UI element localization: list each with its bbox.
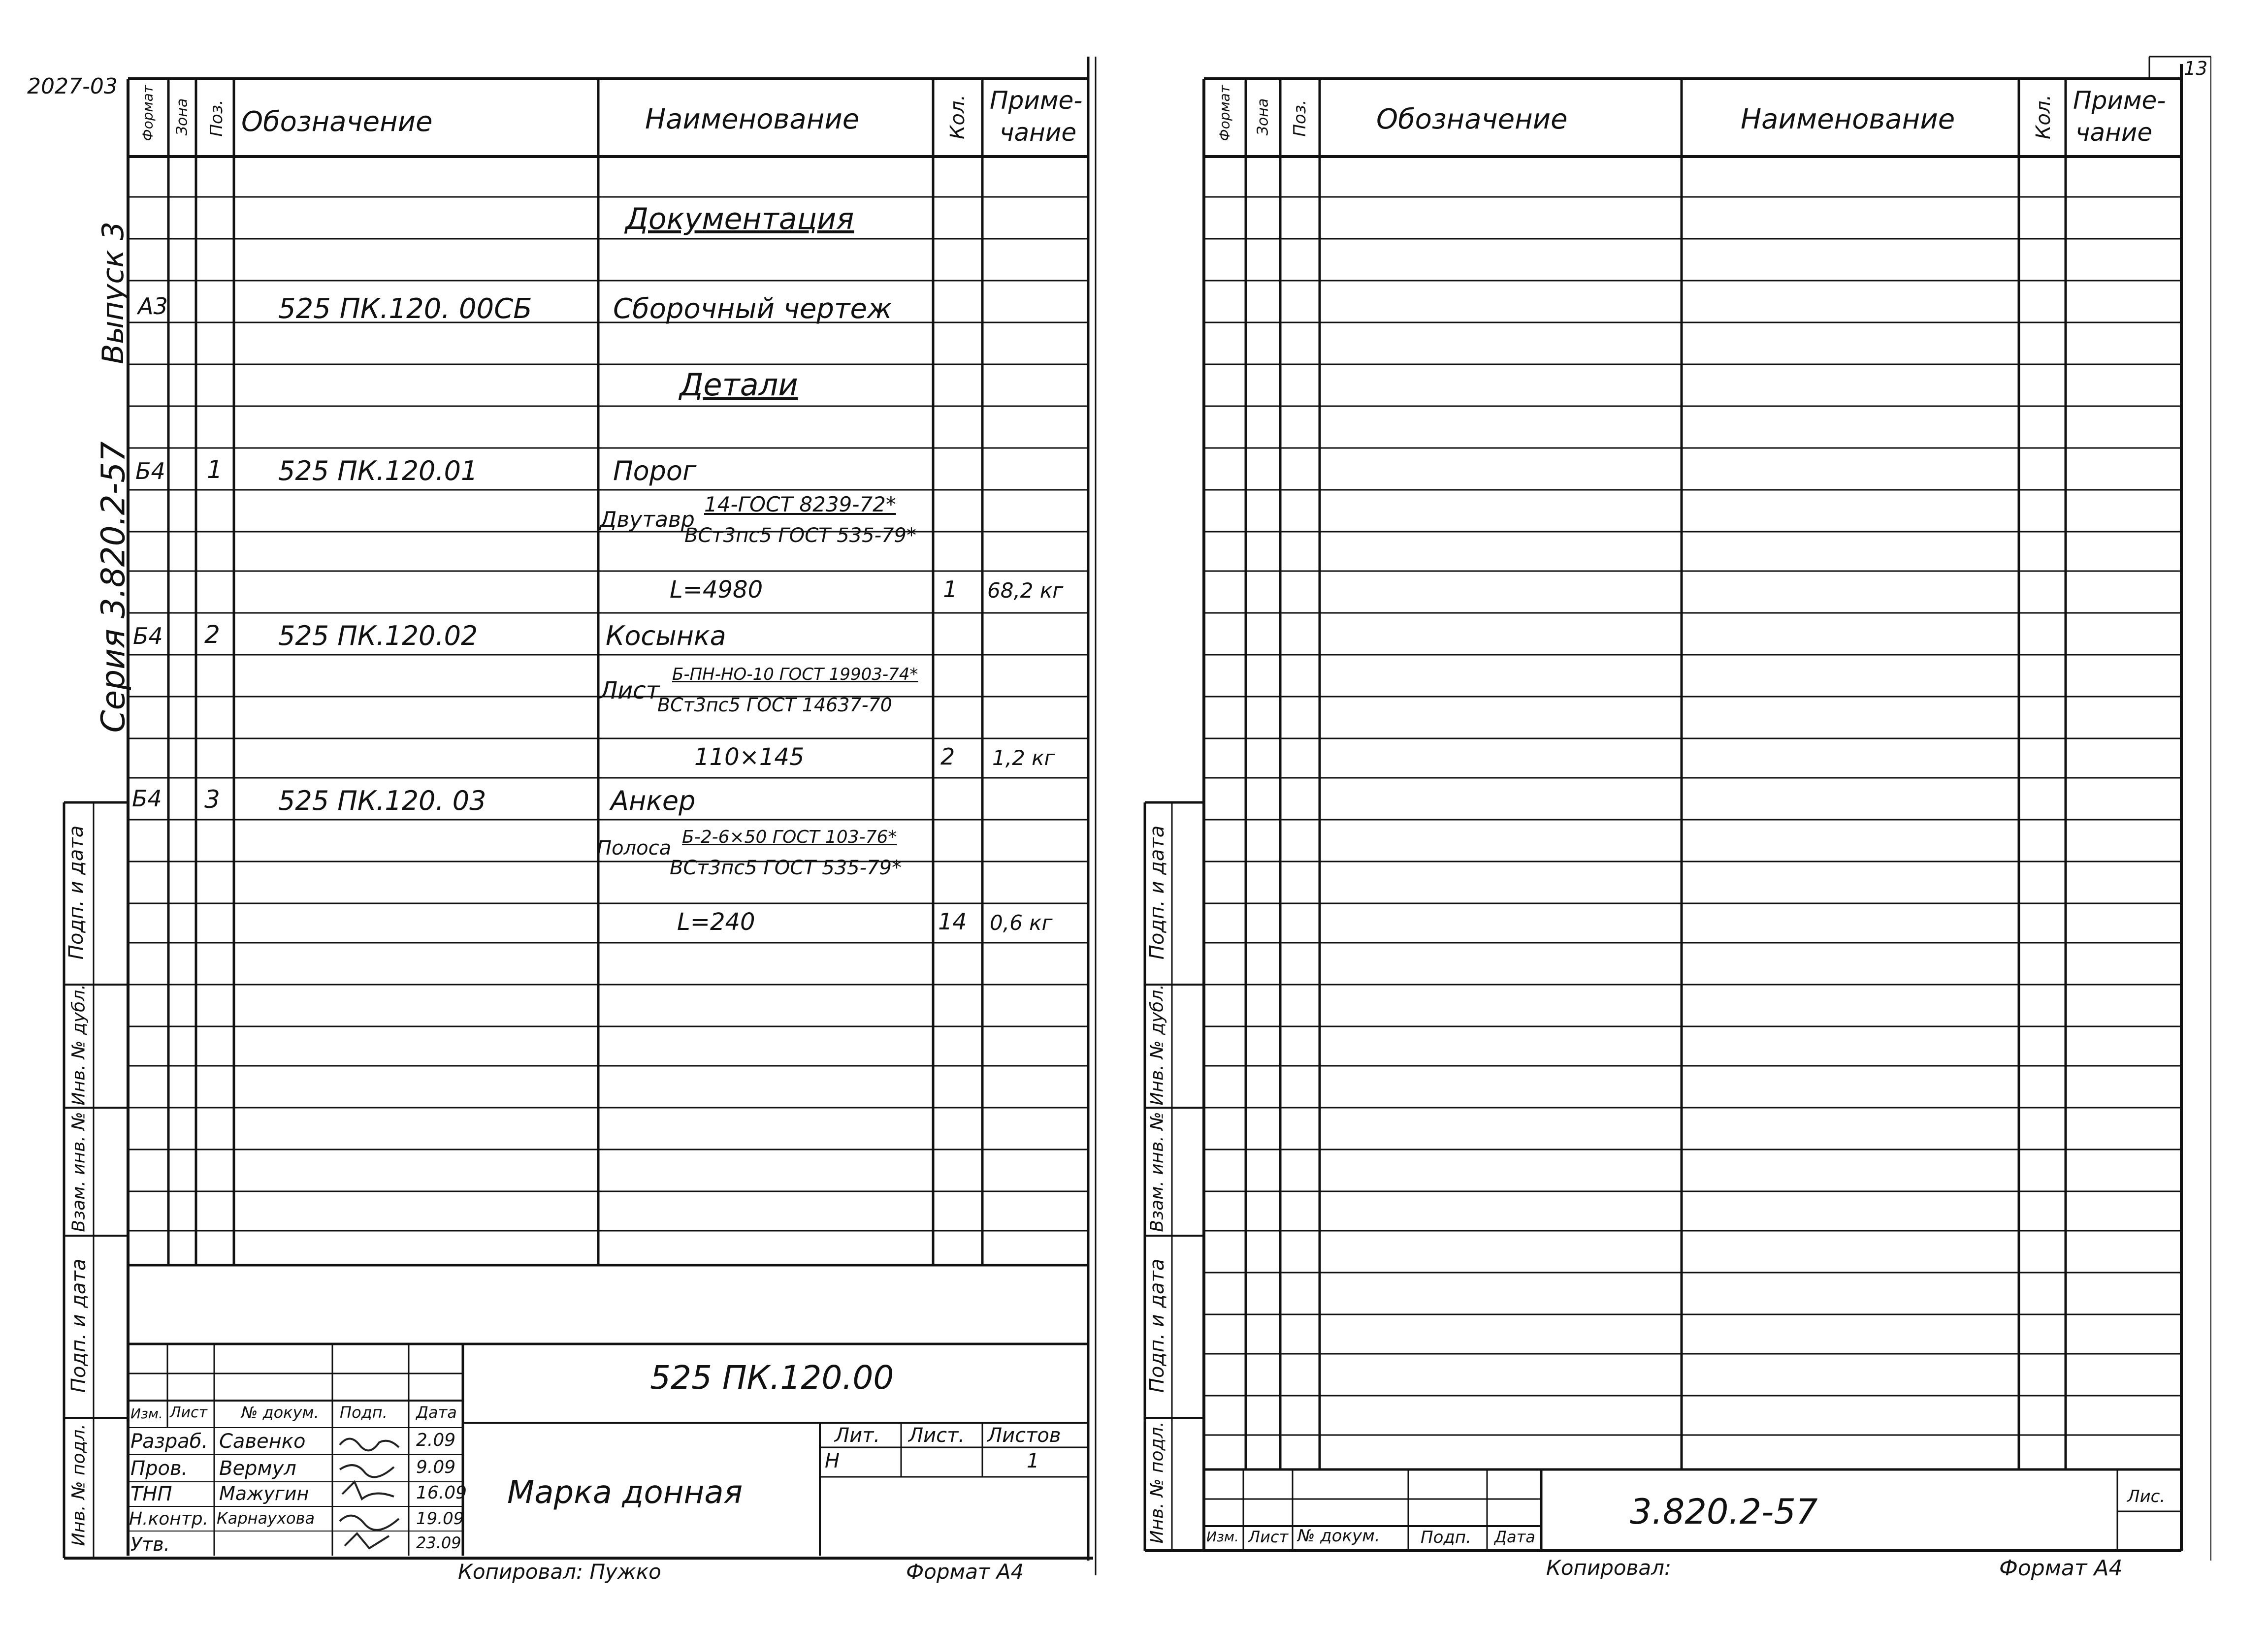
assembly-format: А3 xyxy=(138,293,168,319)
header-note-1: Приме- xyxy=(990,86,1083,115)
footer-copied-by: Копировал: Пужко xyxy=(458,1560,661,1584)
footer-format: Формат А4 xyxy=(906,1560,1024,1584)
tb-col-change: Изм. xyxy=(130,1405,163,1422)
header-note-2: чание xyxy=(2075,118,2153,147)
part-name: Порог xyxy=(613,455,697,486)
tb-date: 23.09 xyxy=(416,1533,461,1552)
part-size: L=4980 xyxy=(670,576,763,604)
header-designation: Обозначение xyxy=(241,106,433,138)
material-bottom: ВСт3пс5 ГОСТ 14637-70 xyxy=(657,694,892,716)
header-zone: Зона xyxy=(1254,98,1272,136)
tb-date: 16.09 xyxy=(416,1483,467,1503)
tb-sheet-label: Лис. xyxy=(2127,1487,2166,1506)
strip-field-sign-date-2: Подп. и дата xyxy=(1146,1258,1168,1393)
tb-role: Пров. xyxy=(130,1457,188,1480)
assembly-designation: 525 ПК.120. 00СБ xyxy=(278,293,532,325)
header-pos: Поз. xyxy=(207,99,227,137)
strip-field-dup-inv: Инв. № дубл. xyxy=(68,984,89,1106)
document-title: Марка донная xyxy=(507,1474,743,1511)
part-size: 110×145 xyxy=(694,743,805,771)
tb-person: Мажугин xyxy=(219,1483,309,1504)
footer-copied-by: Копировал: xyxy=(1546,1556,1672,1580)
header-qty: Кол. xyxy=(946,94,969,139)
tb-sheet-label: Лист. xyxy=(908,1424,965,1447)
header-name: Наименование xyxy=(1741,103,1955,135)
header-note-1: Приме- xyxy=(2073,86,2166,115)
header-format: Формат xyxy=(139,85,156,141)
tb-col-sheet: Лист xyxy=(1248,1528,1289,1546)
tb-role: Разраб. xyxy=(130,1430,208,1453)
signatures xyxy=(335,1430,409,1553)
part-note: 68,2 кг xyxy=(987,578,1064,603)
section-documentation: Документация xyxy=(625,202,854,236)
strip-field-sign-date-1: Подп. и дата xyxy=(65,825,88,960)
doc-code: 525 ПК.120.00 xyxy=(650,1359,894,1397)
strip-field-orig-inv: Инв. № подл. xyxy=(1147,1421,1167,1544)
part-designation: 525 ПК.120.01 xyxy=(278,455,478,486)
part-format: Б4 xyxy=(132,785,162,812)
part-designation: 525 ПК.120.02 xyxy=(278,620,478,651)
header-note-2: чание xyxy=(1000,118,1077,147)
tb-sheets-value: 1 xyxy=(1027,1450,1039,1472)
tb-lit-value: Н xyxy=(825,1450,840,1472)
series-label: Серия 3.820.2-57 xyxy=(94,441,132,733)
tb-col-sign: Подп. xyxy=(1421,1528,1471,1547)
material-top: Б-2-6×50 ГОСТ 103-76* xyxy=(682,827,897,847)
part-name: Косынка xyxy=(606,620,726,651)
tb-role: Н.контр. xyxy=(129,1509,209,1529)
part-qty: 14 xyxy=(938,908,967,935)
tb-person: Савенко xyxy=(219,1430,306,1453)
header-qty: Кол. xyxy=(2032,94,2055,139)
header-pos: Поз. xyxy=(1290,99,1310,137)
strip-field-repl-inv: Взам. инв. № xyxy=(1147,1112,1167,1232)
material-bottom: ВСт3пс5 ГОСТ 535-79* xyxy=(684,524,916,547)
issue-label: Выпуск 3 xyxy=(96,222,130,364)
tb-col-docnum: № докум. xyxy=(241,1403,319,1422)
material-prefix: Лист xyxy=(600,677,660,704)
footer-format: Формат А4 xyxy=(1999,1556,2123,1581)
part-pos: 3 xyxy=(204,785,220,814)
tb-date: 2.09 xyxy=(416,1430,456,1450)
part-qty: 2 xyxy=(940,743,955,770)
section-parts: Детали xyxy=(680,367,798,403)
doc-code: 3.820.2-57 xyxy=(1630,1492,1818,1532)
material-top: Б-ПН-НО-10 ГОСТ 19903-74* xyxy=(672,665,918,684)
header-designation: Обозначение xyxy=(1376,103,1568,135)
assembly-name: Сборочный чертеж xyxy=(613,293,892,325)
part-note: 0,6 кг xyxy=(990,911,1053,935)
tb-col-sign: Подп. xyxy=(340,1403,388,1422)
tb-date: 9.09 xyxy=(416,1457,456,1477)
header-format: Формат xyxy=(1216,85,1233,141)
part-pos: 1 xyxy=(207,455,223,484)
material-top: 14-ГОСТ 8239-72* xyxy=(704,492,896,516)
part-name: Анкер xyxy=(611,785,696,816)
part-pos: 2 xyxy=(204,620,220,649)
tb-person: Вермул xyxy=(219,1457,296,1480)
material-prefix: Двутавр xyxy=(600,507,695,532)
strip-field-repl-inv: Взам. инв. № xyxy=(68,1112,89,1232)
strip-field-sign-date-1: Подп. и дата xyxy=(1146,825,1168,960)
part-qty: 1 xyxy=(943,576,958,603)
strip-field-sign-date-2: Подп. и дата xyxy=(67,1258,90,1393)
header-zone: Зона xyxy=(173,98,191,136)
part-size: L=240 xyxy=(677,908,755,936)
tb-role: Утв. xyxy=(130,1533,170,1555)
tb-col-sheet: Лист xyxy=(170,1404,208,1421)
part-note: 1,2 кг xyxy=(992,746,1055,770)
tb-sheets-label: Листов xyxy=(987,1424,1061,1447)
header-name: Наименование xyxy=(645,103,860,135)
material-bottom: ВСт3пс5 ГОСТ 535-79* xyxy=(670,857,902,879)
tb-col-date: Дата xyxy=(416,1403,457,1422)
tb-person: Карнаухова xyxy=(217,1509,315,1528)
sheet-number: 13 xyxy=(2184,58,2208,79)
tb-col-change: Изм. xyxy=(1206,1529,1239,1545)
tb-lit-label: Лит. xyxy=(835,1424,880,1447)
part-format: Б4 xyxy=(135,458,165,484)
material-prefix: Полоса xyxy=(597,837,672,860)
tb-role: ТНП xyxy=(130,1483,172,1505)
tb-col-date: Дата xyxy=(1494,1528,1535,1546)
strip-field-orig-inv: Инв. № подл. xyxy=(68,1424,89,1546)
tb-col-docnum: № докум. xyxy=(1297,1526,1380,1546)
tb-date: 19.09 xyxy=(416,1509,464,1529)
part-designation: 525 ПК.120. 03 xyxy=(278,785,486,816)
corner-code: 2027-03 xyxy=(27,74,118,99)
part-format: Б4 xyxy=(133,623,163,649)
strip-field-dup-inv: Инв. № дубл. xyxy=(1147,984,1167,1106)
